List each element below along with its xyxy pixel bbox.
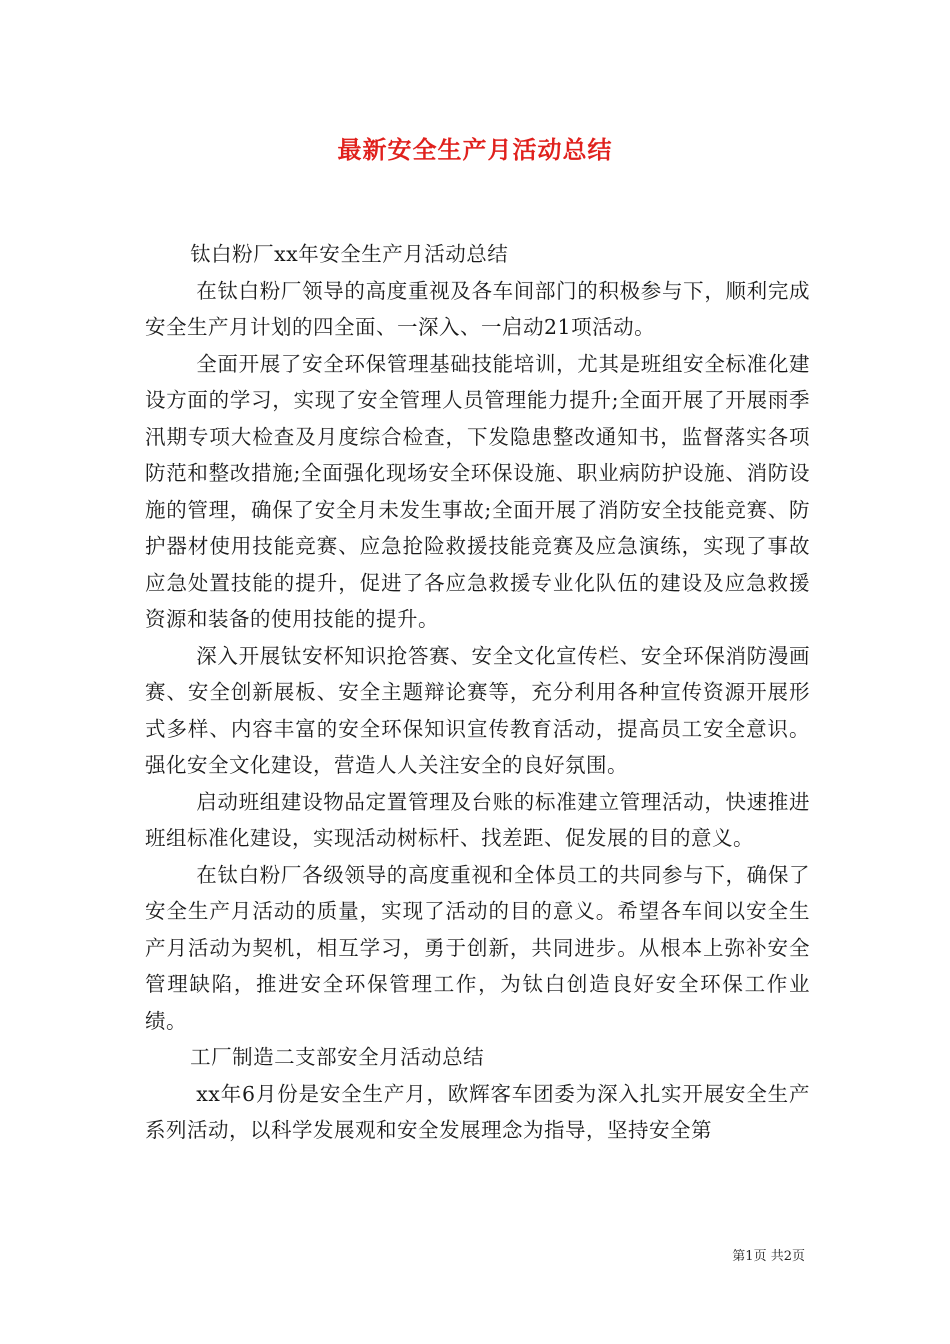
paragraph: xx年6月份是安全生产月，欧辉客车团委为深入扎实开展安全生产系列活动，以科学发展观和安全发展理念为指导，坚持安全第: [145, 1081, 810, 1142]
page-number-footer: [732, 1248, 805, 1266]
section-heading-1: 钛白粉厂xx年安全生产月活动总结: [190, 242, 509, 266]
footer-prefix: 第: [732, 1249, 746, 1264]
document-title: 最新安全生产月活动总结: [337, 135, 613, 164]
section-heading-2: 工厂制造二支部安全月活动总结: [190, 1045, 485, 1069]
footer-current-page: 1: [745, 1249, 754, 1264]
paragraph: 在钛白粉厂领导的高度重视及各车间部门的积极参与下，顺利完成安全生产月计划的四全面、一深入、一启动21项活动。: [145, 278, 810, 339]
footer-suffix: 页: [791, 1249, 805, 1264]
footer-total-pages: 2: [783, 1249, 792, 1264]
footer-middle: 页 共: [753, 1249, 784, 1264]
paragraph: 深入开展钛安杯知识抢答赛、安全文化宣传栏、安全环保消防漫画赛、安全创新展板、安全主题辩论赛等，充分利用各种宣传资源开展形式多样、内容丰富的安全环保知识宣传教育活动，提高员工安全意识。强化安全文化建设，营造人人关注安全的良好氛围。: [145, 643, 810, 777]
paragraph: 启动班组建设物品定置管理及台账的标准建立管理活动，快速推进班组标准化建设，实现活动树标杆、找差距、促发展的目的意义。: [145, 789, 810, 850]
paragraph: 在钛白粉厂各级领导的高度重视和全体员工的共同参与下，确保了安全生产月活动的质量，实现了活动的目的意义。希望各车间以安全生产月活动为契机，相互学习，勇于创新，共同进步。从根本上弥补安全管理缺陷，推进安全环保管理工作，为钛白创造良好安全环保工作业绩。: [145, 862, 810, 1033]
document-body: [145, 236, 810, 1149]
paragraph: 全面开展了安全环保管理基础技能培训，尤其是班组安全标准化建设方面的学习，实现了安全管理人员管理能力提升;全面开展了开展雨季汛期专项大检查及月度综合检查，下发隐患整改通知书，监督落实各项防范和整改措施;全面强化现场安全环保设施、职业病防护设施、消防设施的管理，确保了安全月未发生事故;全面开展了消防安全技能竞赛、防护器材使用技能竞赛、应急抢险救援技能竞赛及应急演练，实现了事故应急处置技能的提升，促进了各应急救援专业化队伍的建设及应急救援资源和装备的使用技能的提升。: [145, 351, 810, 631]
